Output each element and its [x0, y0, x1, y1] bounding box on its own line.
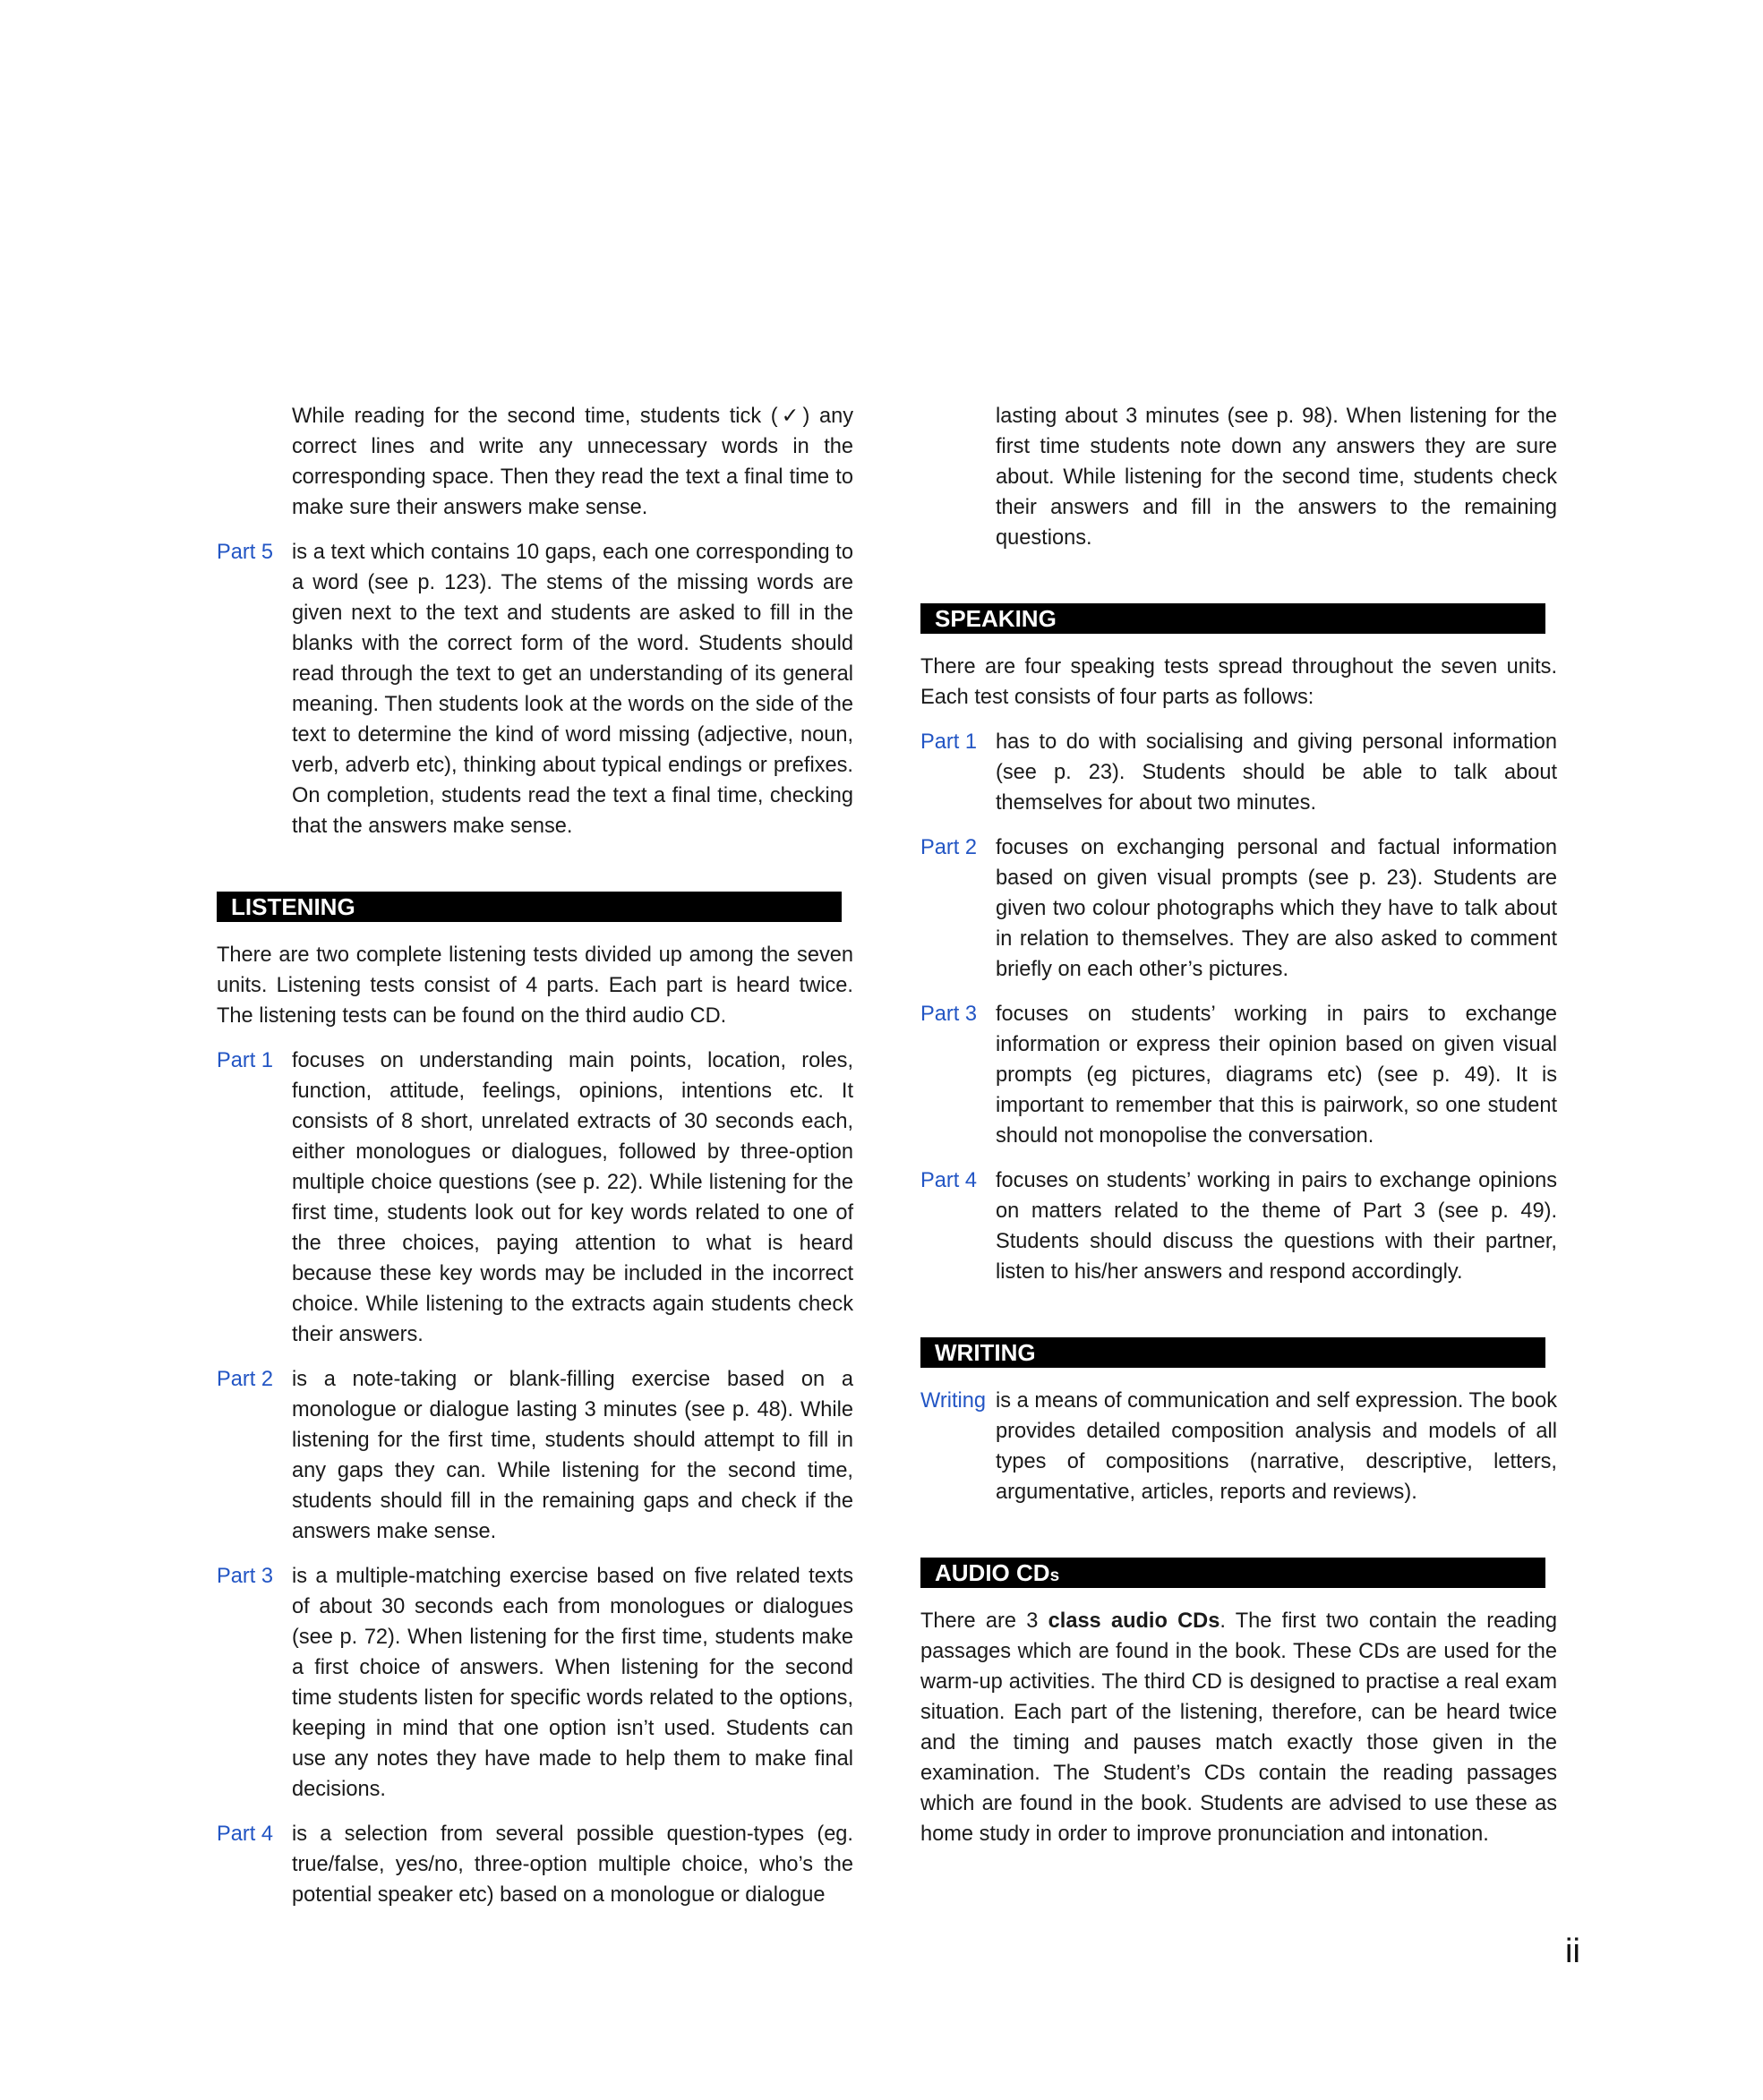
page-number: ii: [1565, 1933, 1580, 1970]
audio-text-bold: class audio CDs: [1048, 1609, 1220, 1633]
reading-part5-entry: [217, 537, 853, 841]
speaking-part4-entry: [920, 1165, 1557, 1287]
audio-heading-main: AUDIO CD: [935, 1559, 1050, 1586]
part-text: has to do with socialising and giving personal information (see p. 23). Students should be able to talk about themselves for about two minutes.: [996, 730, 1557, 815]
part-label: Part 4: [920, 1169, 977, 1192]
listening-intro: There are two complete listening tests divided up among the seven units. Listening tests consist of 4 parts. Each part is heard twice. The listening tests can be found on the third audio CD.: [217, 943, 853, 1028]
listening-part2-entry: [217, 1364, 853, 1547]
part-label: Part 3: [217, 1565, 273, 1588]
listening-part4-entry: [217, 1819, 853, 1910]
audio-cds-heading: [920, 1558, 1545, 1588]
writing-heading: WRITING: [920, 1337, 1545, 1368]
part-text: focuses on understanding main points, location, roles, function, attitude, feelings, opinions, intentions etc. It consists of 8 short, unrelated extracts of 30 seconds each, either monologues or dialogues, followed by three-option multiple choice questions (see p. 22). While listening for the first time, students look out for key words related to one of the three choices, paying attention to what is heard because these key words may be included in the incorrect choice. While listening to the extracts again students check their answers.: [292, 1049, 853, 1346]
part-text: is a note-taking or blank-filling exercise based on a monologue or dialogue lasting 3 minutes (see p. 48). While listening for the first time, students should attempt to fill in any gaps they can. While listening for the second time, students should fill in the remaining gaps and check if the answers make sense.: [292, 1368, 853, 1543]
part-text: is a multiple-matching exercise based on five related texts of about 30 seconds each from monologues or dialogues (see p. 72). When listening for the first time, students make a first choice of answers. When listening for the second time students listen for specific words related to the options, keeping in mind that one option isn’t used. Students can use any notes they have made to help them to make final decisions.: [292, 1565, 853, 1801]
part-label: Part 4: [217, 1823, 273, 1846]
audio-heading-suffix: s: [1049, 1566, 1060, 1585]
part-label: Part 3: [920, 1003, 977, 1026]
reading-part4-continued: While reading for the second time, students tick (✓) any correct lines and write any unnecessary words in the corresponding space. Then they read the text a final time to make sure their answers make sense.: [292, 405, 853, 519]
audio-text-after: . The first two contain the reading passages which are found in the book. These CDs are used for the warm-up activities. The third CD is designed to practise a real exam situation. Each part of the listening, therefore, can be heard twice and the timing and pauses match exactly those given in the examination. The Student’s CDs contain the reading passages which are found in the book. Students are advised to use these as home study in order to improve pronunciation and intonation.: [920, 1609, 1557, 1846]
part-text: focuses on students’ working in pairs to exchange information or express their opinion based on given visual prompts (eg pictures, diagrams etc) (see p. 49). It is important to remember that this is pairwork, so one student should not monopolise the conversation.: [996, 1003, 1557, 1148]
part-label: Part 2: [920, 836, 977, 859]
right-column: [920, 401, 1557, 1864]
speaking-heading: SPEAKING: [920, 603, 1545, 634]
audio-text-before: There are 3: [920, 1609, 1048, 1633]
listening-part1-entry: [217, 1046, 853, 1350]
part-label: Part 1: [920, 730, 977, 754]
writing-label: Writing: [920, 1389, 986, 1413]
writing-text: is a means of communication and self expression. The book provides detailed composition analysis and models of all types of compositions (narrative, descriptive, letters, argumentative, articles, reports and reviews).: [996, 1389, 1557, 1504]
speaking-part3-entry: [920, 999, 1557, 1151]
writing-entry: [920, 1386, 1557, 1507]
listening-heading: LISTENING: [217, 892, 842, 922]
part-text: focuses on students’ working in pairs to exchange opinions on matters related to the theme of Part 3 (see p. 49). Students should discuss the questions with their partner, listen to his/her answers and respond accordingly.: [996, 1169, 1557, 1284]
listening-part4-continued: lasting about 3 minutes (see p. 98). When listening for the first time students note down any answers they are sure about. While listening for the second time, students check their answers and fill in the answers to the remaining questions.: [996, 405, 1557, 550]
part-label: Part 2: [217, 1368, 273, 1391]
part-text: is a text which contains 10 gaps, each one corresponding to a word (see p. 123). The stems of the missing words are given next to the text and students are asked to fill in the blanks with the correct form of the word. Students should read through the text to get an understanding of its general meaning. Then students look at the words on the side of the text to determine the kind of word missing (adjective, noun, verb, adverb etc), thinking about typical endings or prefixes. On completion, students read the text a final time, checking that the answers make sense.: [292, 541, 853, 838]
speaking-part1-entry: [920, 727, 1557, 818]
speaking-part2-entry: [920, 832, 1557, 985]
listening-part3-entry: [217, 1561, 853, 1805]
part-text: focuses on exchanging personal and factual information based on given visual prompts (see p. 23). Students are given two colour photographs which they have to talk about in relation to themselves. They are also asked to comment briefly on each other’s pictures.: [996, 836, 1557, 981]
part-label: Part 5: [217, 541, 273, 564]
part-text: is a selection from several possible question-types (eg. true/false, yes/no, three-option multiple choice, who’s the potential speaker etc) based on a monologue or dialogue: [292, 1823, 853, 1907]
left-column: [217, 401, 853, 1925]
part-label: Part 1: [217, 1049, 273, 1072]
speaking-intro: There are four speaking tests spread throughout the seven units. Each test consists of four parts as follows:: [920, 655, 1557, 709]
audio-cds-text: [920, 1606, 1557, 1849]
